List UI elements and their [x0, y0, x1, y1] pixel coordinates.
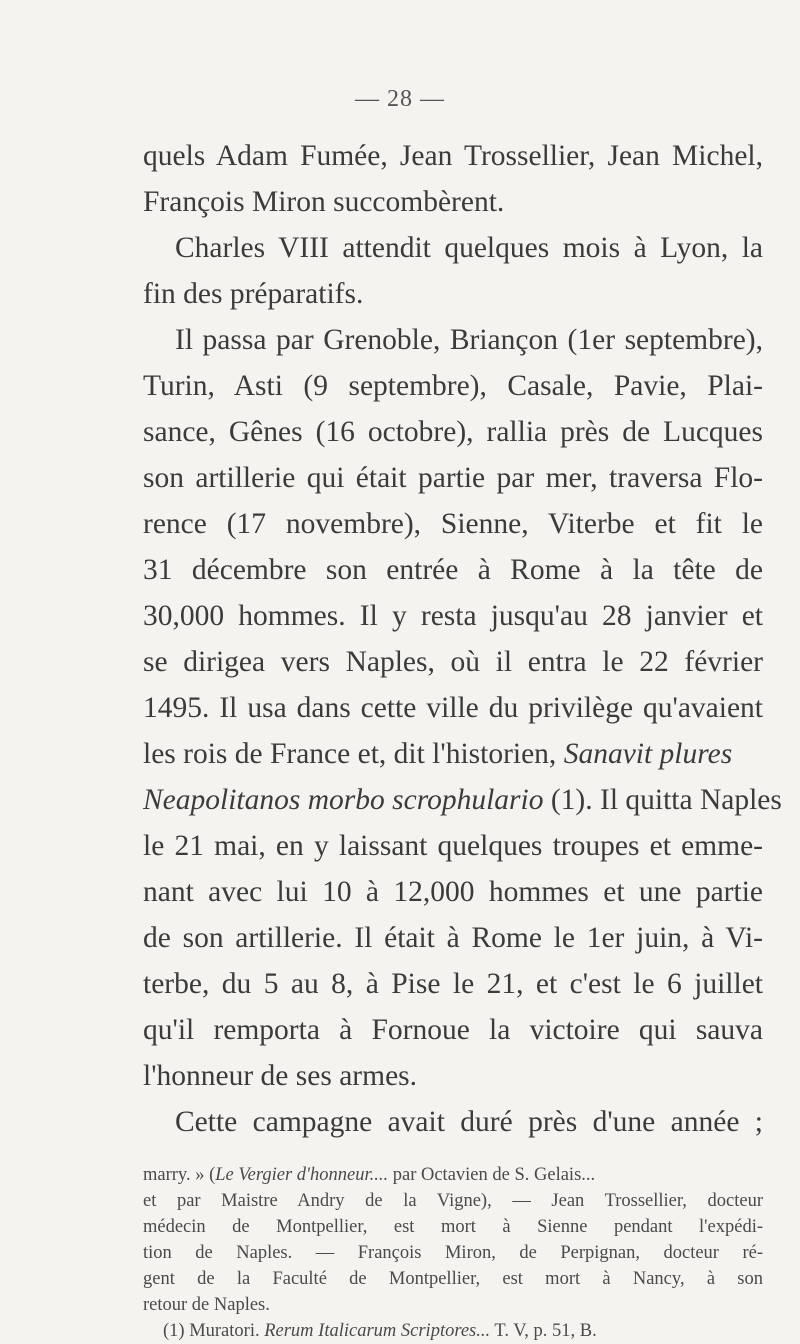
text-line: nant avec lui 10 à 12,000 hommes et une partie	[143, 876, 763, 908]
text-line: son artillerie qui était partie par mer, traversa Flo-	[143, 462, 763, 494]
latin-quote: Sanavit plures	[563, 738, 733, 770]
text-segment: marry. » (	[143, 1165, 216, 1185]
text-segment: par Octavien de S. Gelais...	[388, 1165, 596, 1185]
text-segment: (1). Il quitta Naples	[550, 784, 782, 816]
text-line	[143, 731, 763, 777]
text-line: 31 décembre son entrée à Rome à la tête de	[143, 554, 763, 586]
page-number: — 28 —	[355, 86, 445, 112]
text-line: qu'il remporta à Fornoue la victoire qui sauva	[143, 1014, 763, 1046]
footnote-line	[143, 1162, 763, 1188]
footnote-line: tion de Naples. — François Miron, de Perpignan, docteur ré-	[143, 1243, 763, 1263]
book-title: Le Vergier d'honneur....	[215, 1165, 389, 1185]
text-line	[143, 777, 782, 823]
text-line: rence (17 novembre), Sienne, Viterbe et fit le	[143, 508, 763, 540]
footnote-line: retour de Naples.	[143, 1295, 270, 1315]
text-line: Turin, Asti (9 septembre), Casale, Pavie, Plai-	[143, 370, 763, 402]
book-title: Rerum Italicarum Scriptores...	[264, 1321, 491, 1341]
footnote-line: médecin de Montpellier, est mort à Sienne pendant l'expédi-	[143, 1217, 763, 1237]
footnote-line	[143, 1318, 763, 1344]
text-line: terbe, du 5 au 8, à Pise le 21, et c'est le 6 juillet	[143, 968, 763, 1000]
footnote-line: et par Maistre Andry de la Vigne), — Jean Trossellier, docteur	[143, 1191, 763, 1211]
body-text	[143, 133, 782, 1145]
latin-quote: Neapolitanos morbo scrophulario	[143, 784, 544, 816]
text-line: sance, Gênes (16 octobre), rallia près de Lucques	[143, 416, 763, 448]
footnotes	[143, 1162, 763, 1344]
text-line: 1495. Il usa dans cette ville du privilège qu'avaient	[143, 692, 763, 724]
text-line: l'honneur de ses armes.	[143, 1060, 418, 1092]
text-line: Charles VIII attendit quelques mois à Lyon, la	[175, 232, 763, 264]
text-line: François Miron succombèrent.	[143, 186, 505, 218]
text-line: Il passa par Grenoble, Briançon (1er septembre),	[175, 324, 763, 356]
text-line: 30,000 hommes. Il y resta jusqu'au 28 janvier et	[143, 600, 763, 632]
text-segment: T. V, p. 51, B.	[490, 1321, 597, 1341]
text-line: se dirigea vers Naples, où il entra le 22 février	[143, 646, 763, 678]
footnote-line: gent de la Faculté de Montpellier, est mort à Nancy, à son	[143, 1269, 763, 1289]
text-segment: les rois de France et, dit l'historien,	[143, 738, 557, 770]
text-line: Cette campagne avait duré près d'une année ;	[175, 1106, 763, 1138]
text-line: quels Adam Fumée, Jean Trossellier, Jean Michel,	[143, 140, 763, 172]
text-line: de son artillerie. Il était à Rome le 1er juin, à Vi-	[143, 922, 763, 954]
text-line: le 21 mai, en y laissant quelques troupes et emme-	[143, 830, 763, 862]
text-segment: (1) Muratori.	[163, 1321, 260, 1341]
text-line: fin des préparatifs.	[143, 278, 364, 310]
